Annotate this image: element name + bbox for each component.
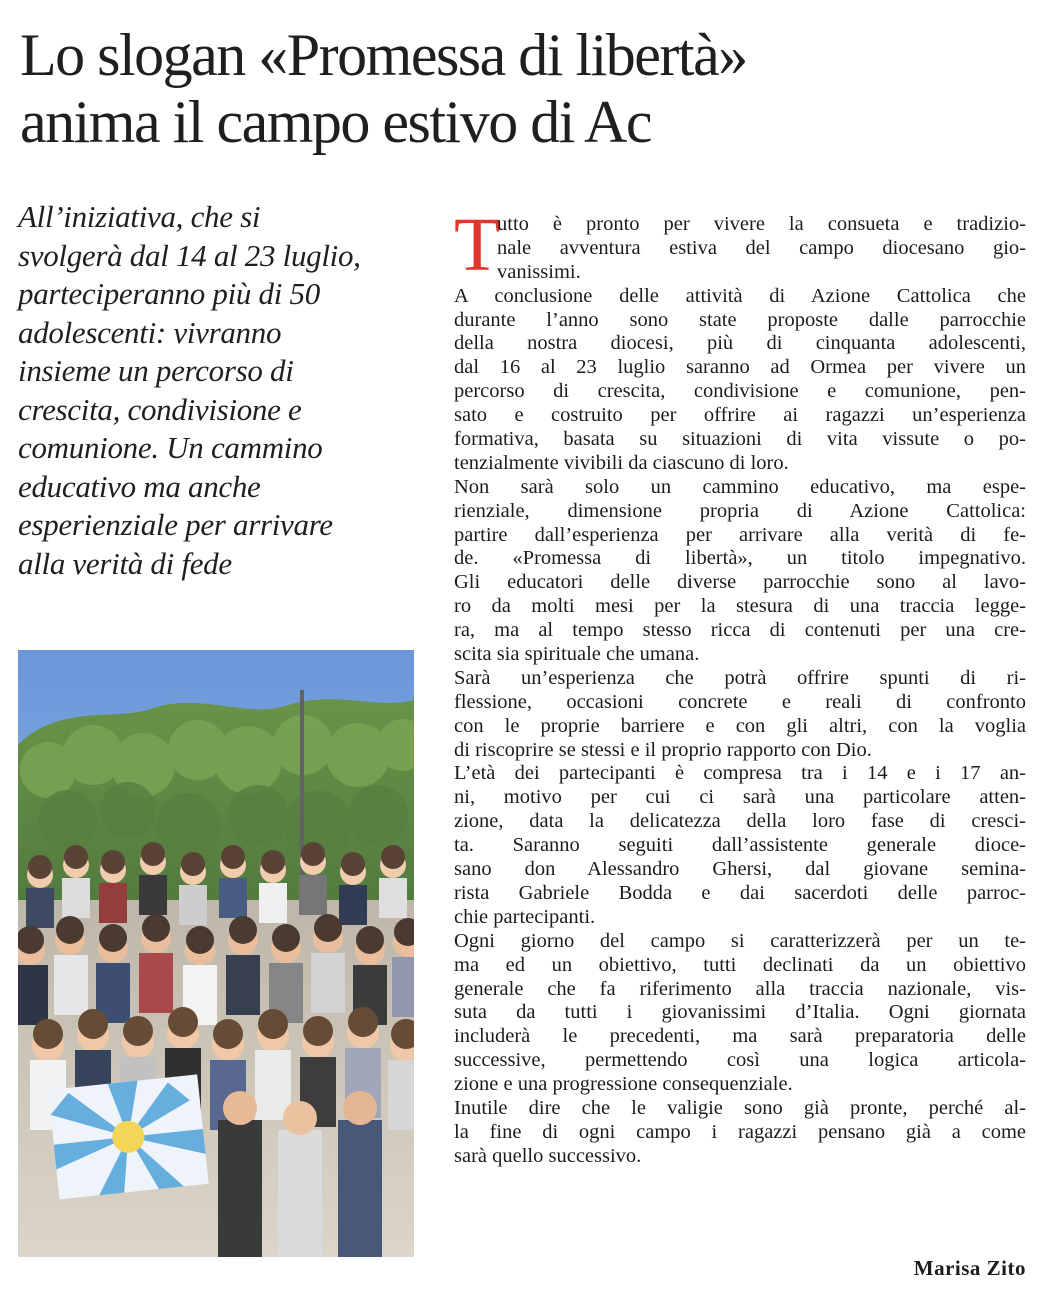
subheadline-line: educativo ma anche — [18, 468, 261, 504]
subheadline-line: insieme un percorso di — [18, 353, 294, 388]
article-line: zione, data la delicatezza della loro fase di cresci- — [454, 810, 1026, 833]
article-line: de. «Promessa di libertà», un titolo impegnativo. — [454, 547, 1026, 570]
subheadline-line: adolescenti: vivranno — [18, 314, 282, 350]
article-line: zione e una progressione consequenziale. — [454, 1073, 793, 1096]
article-line: flessione, occasioni concrete e reali di confronto — [454, 690, 1026, 713]
subheadline-line: parteciperanno più di 50 — [18, 276, 320, 311]
subheadline-line: comunione. Un cammino — [18, 430, 323, 465]
subheadline-line: All’iniziativa, che si — [18, 199, 261, 234]
article-line: ra, ma al tempo stesso ricca di contenuti per una cre- — [454, 619, 1026, 642]
article-line: A conclusione delle attività di Azione Cattolica che — [454, 284, 1026, 307]
article-line: di riscoprire se stessi e il proprio rapporto con Dio. — [454, 738, 872, 761]
headline — [20, 22, 1025, 156]
article-line: Sarà un’esperienza che potrà offrire spunti di ri- — [454, 666, 1026, 689]
article-line: sato e costruito per offrire ai ragazzi un’esperienza — [454, 404, 1026, 427]
headline-line-2: anima il campo estivo di Ac — [20, 89, 652, 155]
article-line: la fine di ogni campo i ragazzi pensano già a come — [454, 1120, 1026, 1143]
subheadline-line: svolgerà dal 14 al 23 luglio, — [18, 237, 361, 273]
article-line: rista Gabriele Bodda e dai sacerdoti delle parroc- — [454, 881, 1026, 904]
article-line: scita sia spirituale che umana. — [454, 643, 700, 666]
article-line: Inutile dire che le valigie sono già pronte, perché al- — [454, 1096, 1026, 1119]
article-line: L’età dei partecipanti è compresa tra i 14 e i 17 an- — [454, 762, 1026, 785]
subheadline — [18, 198, 418, 583]
headline-line-1: Lo slogan «Promessa di libertà» — [20, 22, 747, 88]
article-line: con le proprie barriere e con gli altri, con la voglia — [454, 714, 1026, 737]
article-line: suta da tutti i giovanissimi d’Italia. Ogni giornata — [454, 1001, 1026, 1024]
drop-cap: T — [454, 203, 501, 287]
article-line: ni, motivo per cui ci sarà una particolare atten- — [454, 786, 1026, 809]
article-line: vanissimi. — [497, 260, 581, 283]
subheadline-line: crescita, condivisione e — [18, 391, 302, 427]
article-line: Ogni giorno del campo si caratterizzerà per un te- — [454, 929, 1026, 952]
article-line: includerà le precedenti, ma sarà preparatoria delle — [454, 1025, 1026, 1048]
article-line: utto è pronto per vivere la consueta e tradizio- — [497, 213, 1026, 235]
article-line: formativa, basata su situazioni di vita vissute o po- — [454, 428, 1026, 451]
subheadline-line: esperienziale per arrivare — [18, 507, 333, 542]
article-line: ma ed un obiettivo, tutti declinati da un obiettivo — [454, 953, 1026, 976]
subheadline-line: alla verità di fede — [18, 545, 232, 581]
article-line: partire dall’esperienza per arrivare alla verità di fe- — [454, 523, 1026, 546]
article-line: sarà quello successivo. — [454, 1144, 642, 1167]
group-photo-image — [18, 650, 414, 1257]
article-line: Gli educatori delle diverse parrocchie sono al lavo- — [454, 571, 1026, 594]
article-body — [454, 213, 1026, 1169]
article-line: rienziale, dimensione propria di Azione Cattolica: — [454, 499, 1026, 522]
article-line: sano don Alessandro Ghersi, dal giovane semina- — [454, 858, 1026, 881]
article-line: percorso di crescita, condivisione e comunione, pen- — [454, 380, 1026, 403]
article-line: chie partecipanti. — [454, 905, 596, 928]
article-line: dal 16 al 23 luglio saranno ad Ormea per vivere un — [454, 356, 1026, 379]
article-line: Non sarà solo un cammino educativo, ma espe- — [454, 475, 1026, 498]
article-line: tenzialmente vivibili da ciascuno di loro. — [454, 451, 789, 474]
article-line: generale che fa riferimento alla traccia nazionale, vis- — [454, 977, 1026, 1000]
article-line: della nostra diocesi, più di cinquanta adolescenti, — [454, 332, 1026, 355]
article-line: durante l’anno sono state proposte dalle parrocchie — [454, 308, 1026, 331]
author-byline: Marisa Zito — [913, 1256, 1026, 1280]
article-line: nale avventura estiva del campo diocesano gio- — [497, 236, 1026, 259]
group-photo — [18, 650, 414, 1257]
article-line: successive, permettendo così una logica articola- — [454, 1049, 1026, 1072]
article-line: ro da molti mesi per la stesura di una traccia legge- — [454, 595, 1026, 618]
article-line: ta. Saranno seguiti dall’assistente generale dioce- — [454, 834, 1026, 857]
